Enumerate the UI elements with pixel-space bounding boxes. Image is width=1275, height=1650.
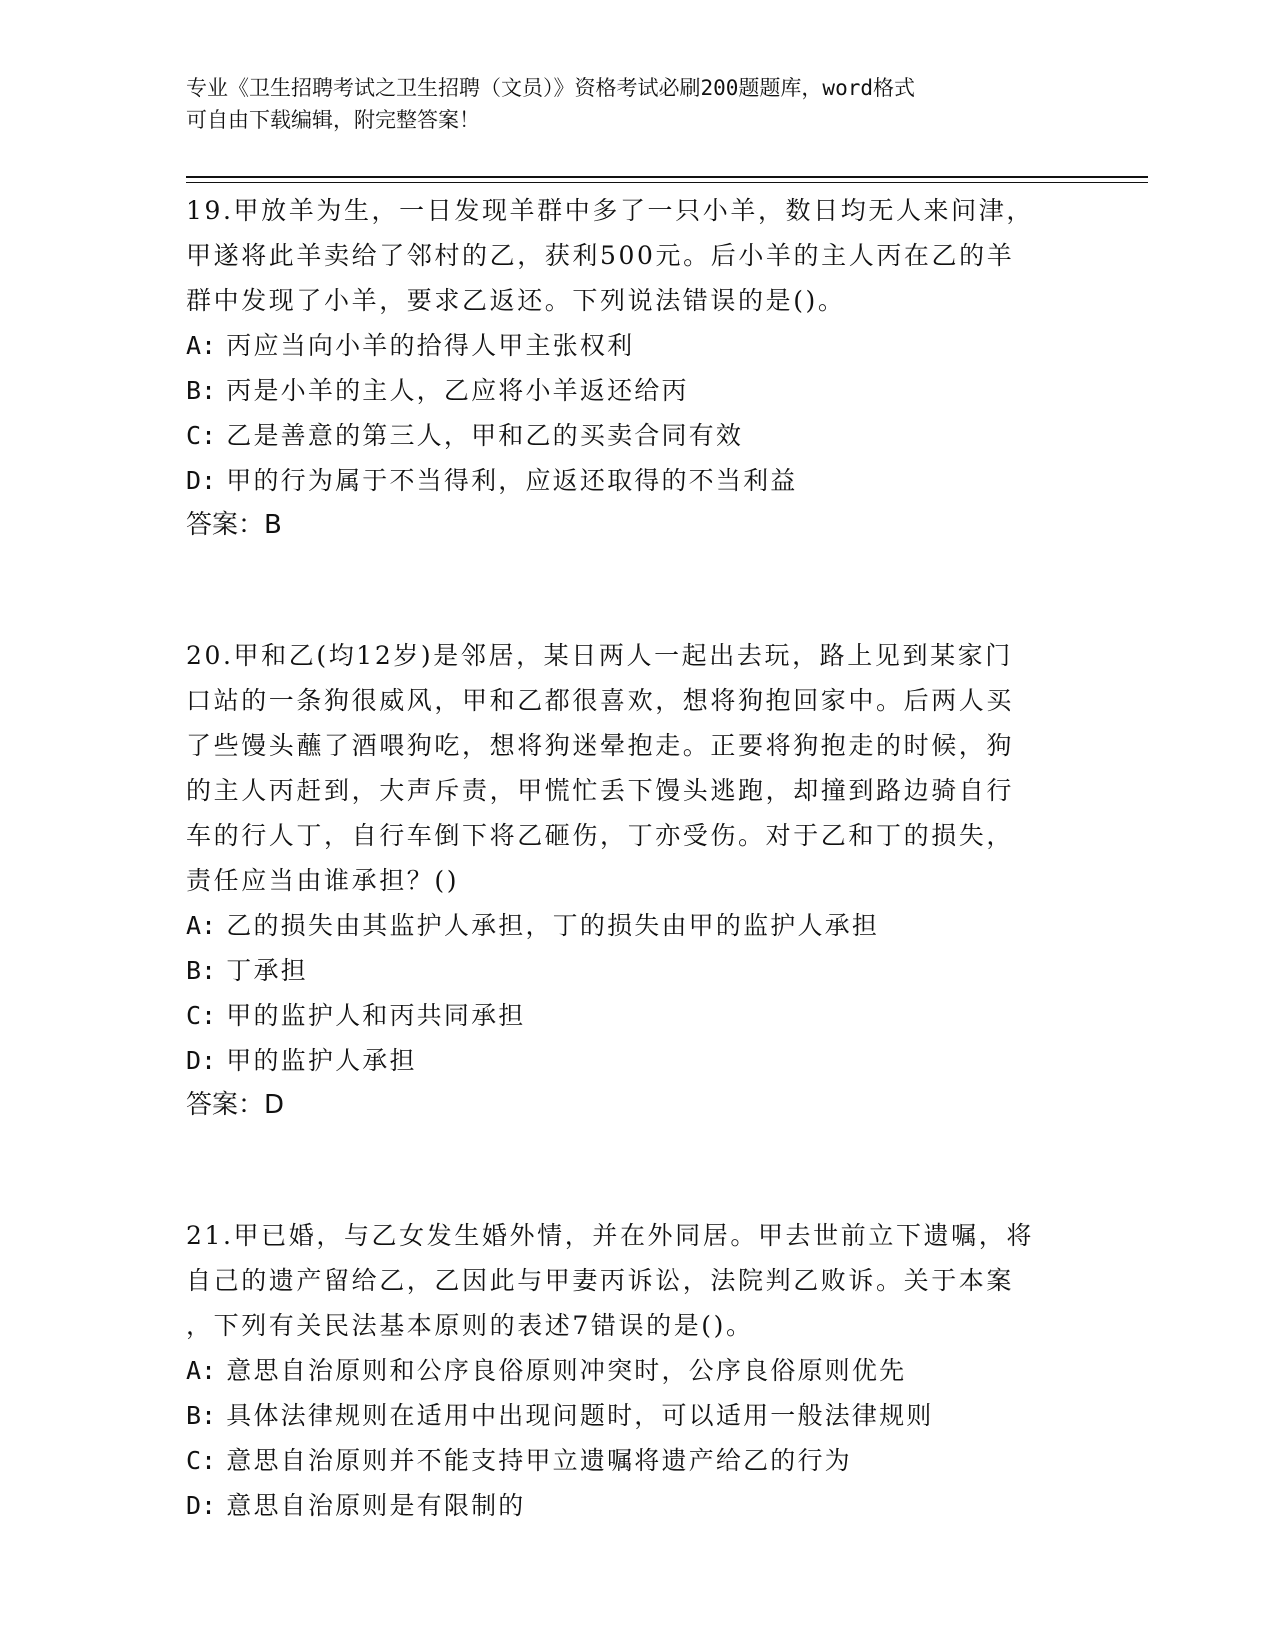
- question-spacer: [186, 1128, 1086, 1213]
- question-21: [186, 1213, 1086, 1528]
- question-stem-line: 自己的遗产留给乙，乙因此与甲妻丙诉讼，法院判乙败诉。关于本案: [186, 1266, 1015, 1295]
- option-text: 乙的损失由其监护人承担，丁的损失由甲的监护人承担: [226, 911, 880, 940]
- question-stem-line: 19.甲放羊为生，一日发现羊群中多了一只小羊，数日均无人来问津，: [186, 196, 1034, 225]
- option-b: [186, 368, 1086, 413]
- option-key: A:: [186, 331, 217, 360]
- option-a: [186, 903, 1086, 948]
- option-key: D:: [186, 466, 217, 495]
- option-text: 乙是善意的第三人，甲和乙的买卖合同有效: [226, 421, 744, 450]
- option-key: B:: [186, 376, 217, 405]
- option-text: 丙是小羊的主人，乙应将小羊返还给丙: [226, 376, 689, 405]
- option-text: 丙应当向小羊的拾得人甲主张权利: [226, 331, 635, 360]
- option-a: [186, 1348, 1086, 1393]
- option-text: 意思自治原则并不能支持甲立遗嘱将遗产给乙的行为: [226, 1446, 852, 1475]
- question-stem-line: ，下列有关民法基本原则的表述7错误的是()。: [186, 1311, 754, 1340]
- option-text: 甲的行为属于不当得利，应返还取得的不当利益: [226, 466, 798, 495]
- option-d: [186, 458, 1086, 503]
- option-d: [186, 1038, 1086, 1083]
- question-spacer: [186, 548, 1086, 633]
- question-stem-line: 21.甲已婚，与乙女发生婚外情，并在外同居。甲去世前立下遗嘱，将: [186, 1221, 1034, 1250]
- option-key: C:: [186, 421, 217, 450]
- option-key: B:: [186, 956, 217, 985]
- document-header: [186, 72, 1066, 136]
- option-c: [186, 1438, 1086, 1483]
- question-stem-line: 口站的一条狗很威风，甲和乙都很喜欢，想将狗抱回家中。后两人买: [186, 686, 1015, 715]
- option-text: 意思自治原则是有限制的: [226, 1491, 526, 1520]
- option-text: 意思自治原则和公序良俗原则冲突时，公序良俗原则优先: [226, 1356, 907, 1385]
- option-a: [186, 323, 1086, 368]
- question-20: [186, 633, 1086, 1128]
- answer-line: 答案：B: [186, 510, 282, 540]
- option-b: [186, 948, 1086, 993]
- question-stem-line: 责任应当由谁承担？(): [186, 866, 460, 895]
- question-stem-line: 甲遂将此羊卖给了邻村的乙，获利500元。后小羊的主人丙在乙的羊: [186, 241, 1015, 270]
- option-b: [186, 1393, 1086, 1438]
- option-text: 甲的监护人承担: [226, 1046, 417, 1075]
- question-stem-line: 20.甲和乙(均12岁)是邻居，某日两人一起出去玩，路上见到某家门: [186, 641, 1013, 670]
- header-line-2: 可自由下载编辑，附完整答案！: [186, 108, 480, 132]
- option-key: C:: [186, 1001, 217, 1030]
- option-key: A:: [186, 1356, 217, 1385]
- option-c: [186, 413, 1086, 458]
- option-c: [186, 993, 1086, 1038]
- option-key: D:: [186, 1491, 217, 1520]
- question-stem-line: 了些馒头蘸了酒喂狗吃，想将狗迷晕抱走。正要将狗抱走的时候，狗: [186, 731, 1015, 760]
- header-divider-thick: [186, 176, 1148, 178]
- question-stem-line: 的主人丙赶到，大声斥责，甲慌忙丢下馒头逃跑，却撞到路边骑自行: [186, 776, 1015, 805]
- question-19: [186, 188, 1086, 548]
- answer-line: 答案：D: [186, 1090, 285, 1120]
- header-line-1: 专业《卫生招聘考试之卫生招聘（文员）》资格考试必刷200题题库，word格式: [186, 76, 915, 100]
- question-stem-line: 群中发现了小羊，要求乙返还。下列说法错误的是()。: [186, 286, 846, 315]
- option-text: 丁承担: [226, 956, 308, 985]
- option-key: D:: [186, 1046, 217, 1075]
- header-divider-thin: [186, 182, 1148, 183]
- option-text: 甲的监护人和丙共同承担: [226, 1001, 526, 1030]
- option-key: C:: [186, 1446, 217, 1475]
- question-stem-line: 车的行人丁，自行车倒下将乙砸伤，丁亦受伤。对于乙和丁的损失，: [186, 821, 1015, 850]
- questions-body: [186, 188, 1086, 1528]
- option-d: [186, 1483, 1086, 1528]
- option-key: A:: [186, 911, 217, 940]
- option-text: 具体法律规则在适用中出现问题时，可以适用一般法律规则: [226, 1401, 934, 1430]
- option-key: B:: [186, 1401, 217, 1430]
